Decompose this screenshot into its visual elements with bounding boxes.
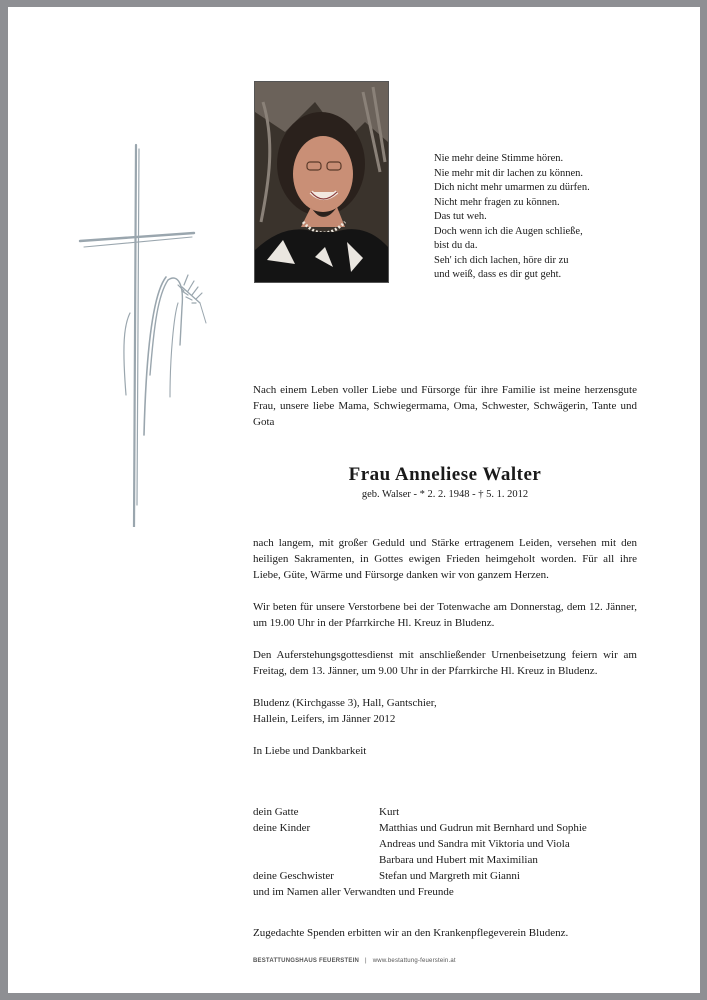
poem-line: Das tut weh. — [434, 211, 487, 222]
paragraph: Den Auferstehungsgottesdienst mit anschließender Urnenbeisetzung feiern wir am Freitag, dem 13. Jänner, um 9.00 Uhr in der Pfarrkirche Hl. Kreuz in Bludenz. — [253, 649, 637, 677]
birth-death-dates: geb. Walser - * 2. 2. 1948 - † 5. 1. 2012 — [361, 489, 529, 500]
mourner-names: Andreas und Sandra mit Viktoria und Viola — [379, 838, 570, 850]
funeral-home-name: BESTATTUNGSHAUS FEUERSTEIN — [253, 958, 359, 964]
footer — [253, 958, 456, 964]
place-line: Hallein, Leifers, im Jänner 2012 — [253, 713, 396, 725]
poem-line: Dich nicht mehr umarmen zu dürfen. — [434, 182, 590, 193]
deceased-name: Frau Anneliese Walter — [348, 464, 542, 485]
poem-line: Nie mehr deine Stimme hören. — [434, 153, 564, 164]
mourner-row — [253, 804, 653, 820]
portrait-photo — [254, 81, 389, 283]
paragraph: nach langem, mit großer Geduld und Stärke ertragenem Leiden, versehen mit den heiligen Sakramenten, in Gottes ewigen Frieden heimgeholt worden. Für all ihre Liebe, Güte, Wärme und Fürsorge danken wir von ganzem Herzen. — [253, 537, 637, 581]
mourner-row — [253, 868, 653, 884]
mourner-relation: deine Kinder — [253, 822, 311, 834]
mourner-names: Stefan und Margreth mit Gianni — [379, 870, 520, 882]
poem-line: Doch wenn ich die Augen schließe, — [434, 225, 583, 237]
footer-separator: | — [364, 958, 367, 964]
mourners-footer: und im Namen aller Verwandten und Freunde — [253, 886, 454, 898]
paragraph: Wir beten für unsere Verstorbene bei der Totenwache am Donnerstag, dem 12. Jänner, um 19.00 Uhr in der Pfarrkirche Hl. Kreuz in Bludenz. — [253, 601, 637, 629]
mourner-row — [253, 820, 653, 836]
funeral-home-url[interactable]: www.bestattung-feuerstein.at — [372, 958, 456, 964]
mourner-names: Kurt — [379, 806, 400, 818]
poem-line: Seh' ich dich lachen, höre dir zu — [434, 254, 569, 266]
mourner-names: Matthias und Gudrun mit Bernhard und Sophie — [379, 822, 587, 834]
cross-with-wheat-icon — [74, 135, 214, 527]
poem-line: bist du da. — [434, 240, 478, 251]
mourner-row — [253, 852, 653, 868]
mourner-names: Barbara und Hubert mit Maximilian — [379, 854, 538, 866]
obituary-page — [8, 7, 700, 993]
poem-line: Nie mehr mit dir lachen zu können. — [434, 167, 583, 179]
place-and-date — [253, 695, 637, 727]
mourners-list — [253, 804, 653, 900]
donation-note: Zugedachte Spenden erbitten wir an den Krankenpflegeverein Bludenz. — [253, 927, 569, 939]
intro-text: Nach einem Leben voller Liebe und Fürsorge für ihre Familie ist meine herzensgute Frau, unsere liebe Mama, Schwiegermama, Oma, Schwester, Schwägerin, Tante und Gota — [253, 384, 637, 428]
portrait-illustration — [255, 82, 388, 282]
mourner-relation — [253, 852, 379, 868]
closing-line: In Liebe und Dankbarkeit — [253, 745, 367, 757]
place-line: Bludenz (Kirchgasse 3), Hall, Gantschier, — [253, 697, 437, 709]
mourner-relation: deine Geschwister — [253, 870, 334, 882]
mourner-relation: dein Gatte — [253, 806, 299, 818]
announcement-body — [253, 535, 637, 775]
mourner-row — [253, 836, 653, 852]
mourner-relation — [253, 836, 379, 852]
memorial-poem — [434, 152, 654, 283]
poem-line: Nicht mehr fragen zu können. — [434, 196, 560, 208]
poem-line: und weiß, dass es dir gut geht. — [434, 269, 562, 280]
